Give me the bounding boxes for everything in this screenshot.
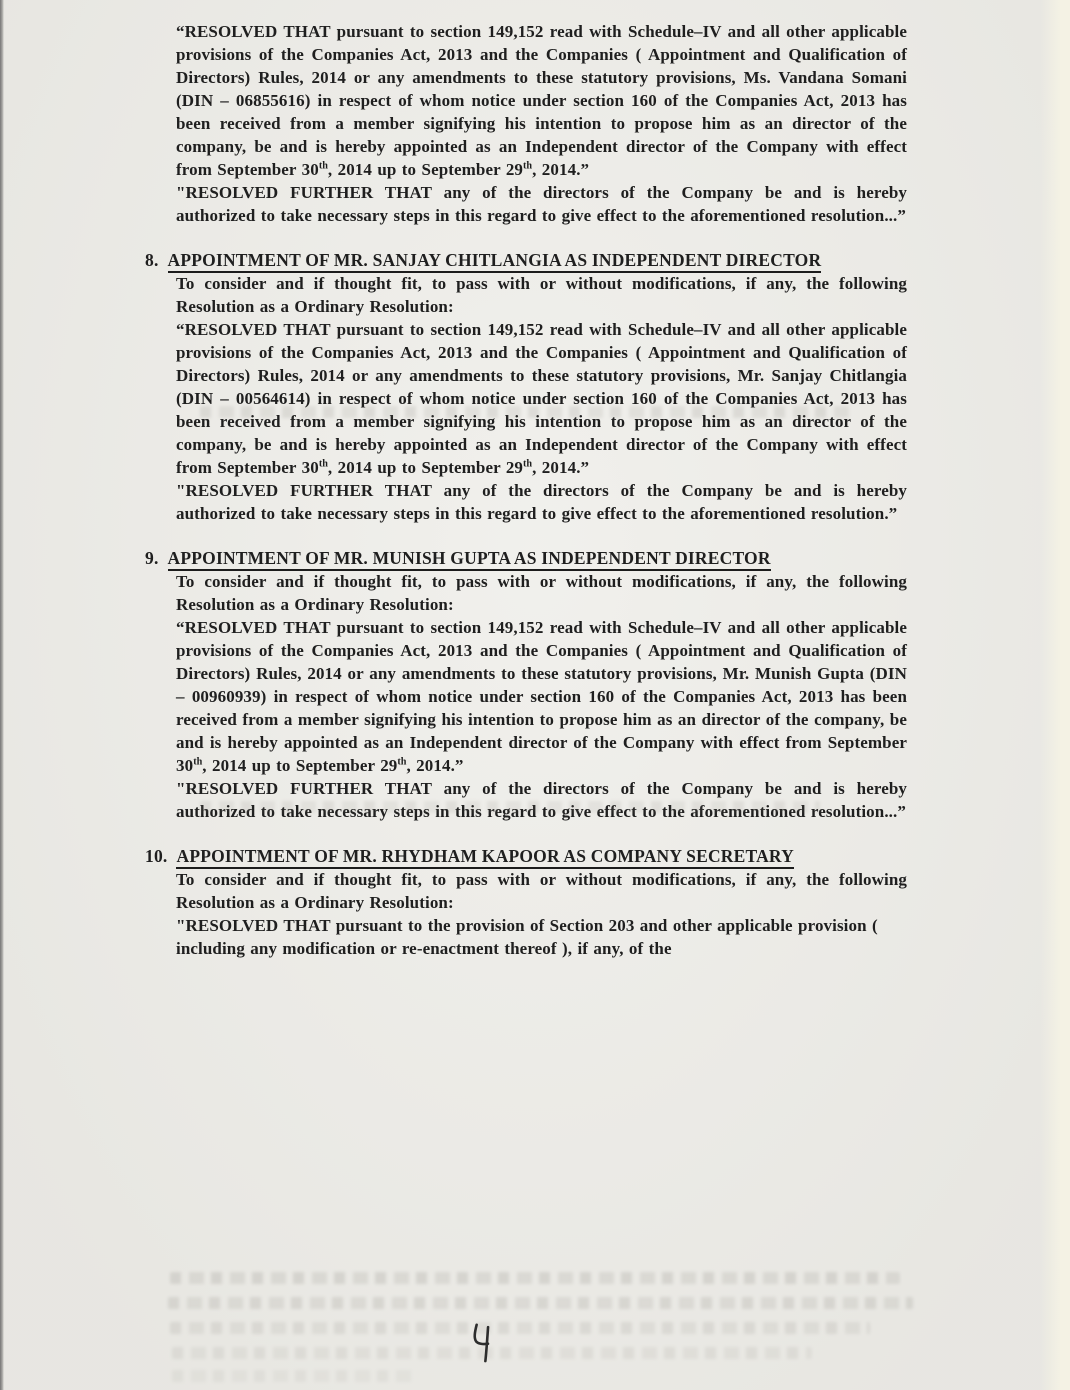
resolution-paragraph-section-203: "RESOLVED THAT pursuant to the provision of Section 203 and other applicable provision ( including any modification or re-enactment thereof ), if any, of the <box>176 916 878 958</box>
handwritten-page-number <box>466 1319 498 1366</box>
bleed-through-text <box>170 1272 900 1284</box>
bleed-through-text <box>172 1370 412 1382</box>
section-heading-9 <box>145 546 907 570</box>
resolved-further-paragraph-1: "RESOLVED FURTHER THAT any of the directors of the Company be and is hereby authorized to take necessary steps in this regard to give effect to the aforementioned resolution...” <box>176 183 907 225</box>
consider-paragraph-section-9: To consider and if thought fit, to pass with or without modifications, if any, the following Resolution as a Ordinary Resolution: <box>176 572 907 614</box>
consider-paragraph-section-10: To consider and if thought fit, to pass with or without modifications, if any, the following Resolution as a Ordinary Resolution: <box>176 870 907 912</box>
bleed-through-text <box>168 1297 913 1309</box>
bleed-through-text <box>200 406 850 418</box>
scan-edge-artifact-left <box>0 0 4 1390</box>
consider-paragraph-section-8: To consider and if thought fit, to pass with or without modifications, if any, the following Resolution as a Ordinary Resolution: <box>176 274 907 316</box>
section-heading-10 <box>145 844 907 868</box>
bleed-through-text <box>170 1322 870 1334</box>
section-number-8: 8. <box>145 250 159 270</box>
scan-edge-artifact-right <box>1040 0 1070 1390</box>
section-number-9: 9. <box>145 548 159 568</box>
section-title-sanjay-chitlangia: APPOINTMENT OF MR. SANJAY CHITLANGIA AS INDEPENDENT DIRECTOR <box>168 250 822 273</box>
section-title-rhydham-kapoor: APPOINTMENT OF MR. RHYDHAM KAPOOR AS COMPANY SECRETARY <box>176 846 794 869</box>
bleed-through-text <box>200 801 820 813</box>
section-title-munish-gupta: APPOINTMENT OF MR. MUNISH GUPTA AS INDEPENDENT DIRECTOR <box>168 548 771 571</box>
section-heading-8 <box>145 248 907 272</box>
resolved-further-paragraph-2: "RESOLVED FURTHER THAT any of the directors of the Company be and is hereby authorized to take necessary steps in this regard to give effect to the aforementioned resolution.” <box>176 481 907 523</box>
resolution-paragraph-sanjay-chitlangia: “RESOLVED THAT pursuant to section 149,152 read with Schedule–IV and all other applicable provisions of the Companies Act, 2013 and the Companies ( Appointment and Qualification of Directors) Rules, 2014 or any amendments to these statutory provisions, Mr. Sanjay Chitlangia (DIN – 00564614) in respect of whom notice under section 160 of the Companies Act, 2013 has been received from a member signifying his intention to propose him as an director of the company, be and is hereby appointed as an Independent director of the Company with effect from September 30th, 2014 up to September 29th, 2014.” <box>176 320 907 477</box>
section-number-10: 10. <box>145 846 168 866</box>
document-body <box>145 20 907 960</box>
resolution-paragraph-vandana-somani: “RESOLVED THAT pursuant to section 149,152 read with Schedule–IV and all other applicable provisions of the Companies Act, 2013 and the Companies ( Appointment and Qualification of Directors) Rules, 2014 or any amendments to these statutory provisions, Ms. Vandana Somani (DIN – 06855616) in respect of whom notice under section 160 of the Companies Act, 2013 has been received from a member signifying his intention to propose him as an director of the company, be and is hereby appointed as an Independent director of the Company with effect from September 30th, 2014 up to September 29th, 2014.” <box>176 22 907 179</box>
resolution-paragraph-munish-gupta: “RESOLVED THAT pursuant to section 149,152 read with Schedule–IV and all other applicable provisions of the Companies Act, 2013 and the Companies ( Appointment and Qualification of Directors) Rules, 2014 or any amendments to these statutory provisions, Mr. Munish Gupta (DIN – 00960939) in respect of whom notice under section 160 of the Companies Act, 2013 has been received from a member signifying his intention to propose him as an director of the company, be and is hereby appointed as an Independent director of the Company with effect from September 30th, 2014 up to September 29th, 2014.” <box>176 618 907 775</box>
resolved-further-paragraph-3: "RESOLVED FURTHER THAT any of the directors of the Company be and is hereby authorized to take necessary steps in this regard to give effect to the aforementioned resolution...” <box>176 779 907 821</box>
